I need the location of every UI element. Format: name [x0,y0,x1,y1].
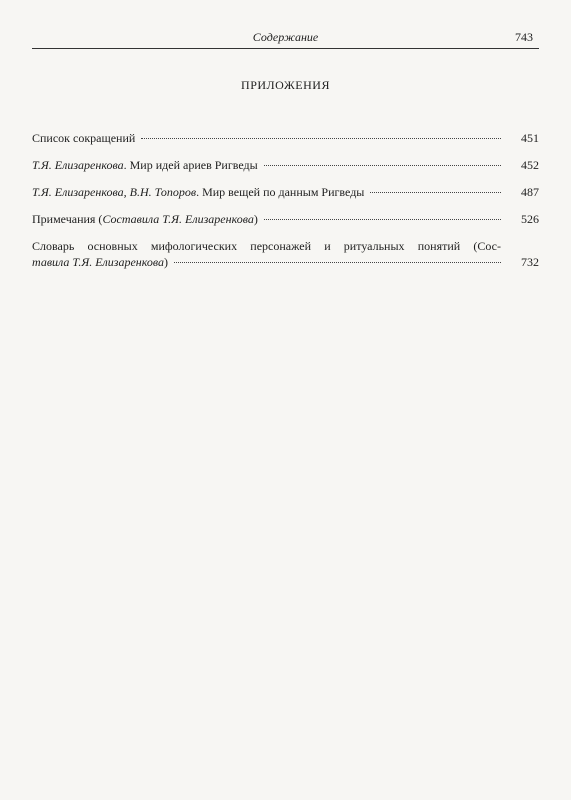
dot-leader [264,165,501,166]
table-of-contents [32,130,539,281]
toc-entry-page: 526 [521,212,539,226]
toc-entry-title: Примечания (Составила Т.Я. Елизаренкова) [32,212,258,226]
toc-entry-title: Т.Я. Елизаренкова, В.Н. Топоров. Мир вещей по данным Ригведы [32,185,365,199]
toc-entry [32,130,539,146]
toc-entry-title-line1: Словарь основных мифологических персонажей и ритуальных понятий (Сос- [32,239,501,253]
toc-entry-title: Т.Я. Елизаренкова. Мир идей ариев Ригведы [32,158,258,172]
toc-entry-title: Список сокращений [32,131,136,145]
toc-entry-page: 452 [521,158,539,172]
dot-leader [174,262,501,263]
toc-entry-page: 487 [521,185,539,199]
running-header [32,28,539,49]
toc-entry-title-line2: тавила Т.Я. Елизаренкова) 732 [32,255,539,269]
toc-entry [32,238,539,270]
dot-leader [370,192,501,193]
toc-entry [32,211,539,227]
page-number: 743 [515,30,533,44]
toc-entry-author: Т.Я. Елизаренкова, В.Н. Топоров [32,185,197,199]
section-title: ПРИЛОЖЕНИЯ [241,78,330,92]
toc-entry-page: 451 [521,131,539,145]
toc-entry-page: 732 [521,255,539,269]
toc-entry-author: Т.Я. Елизаренкова [32,158,124,172]
dot-leader [141,138,501,139]
toc-entry [32,184,539,200]
dot-leader [264,219,501,220]
running-title: Содержание [252,30,319,44]
toc-entry [32,157,539,173]
